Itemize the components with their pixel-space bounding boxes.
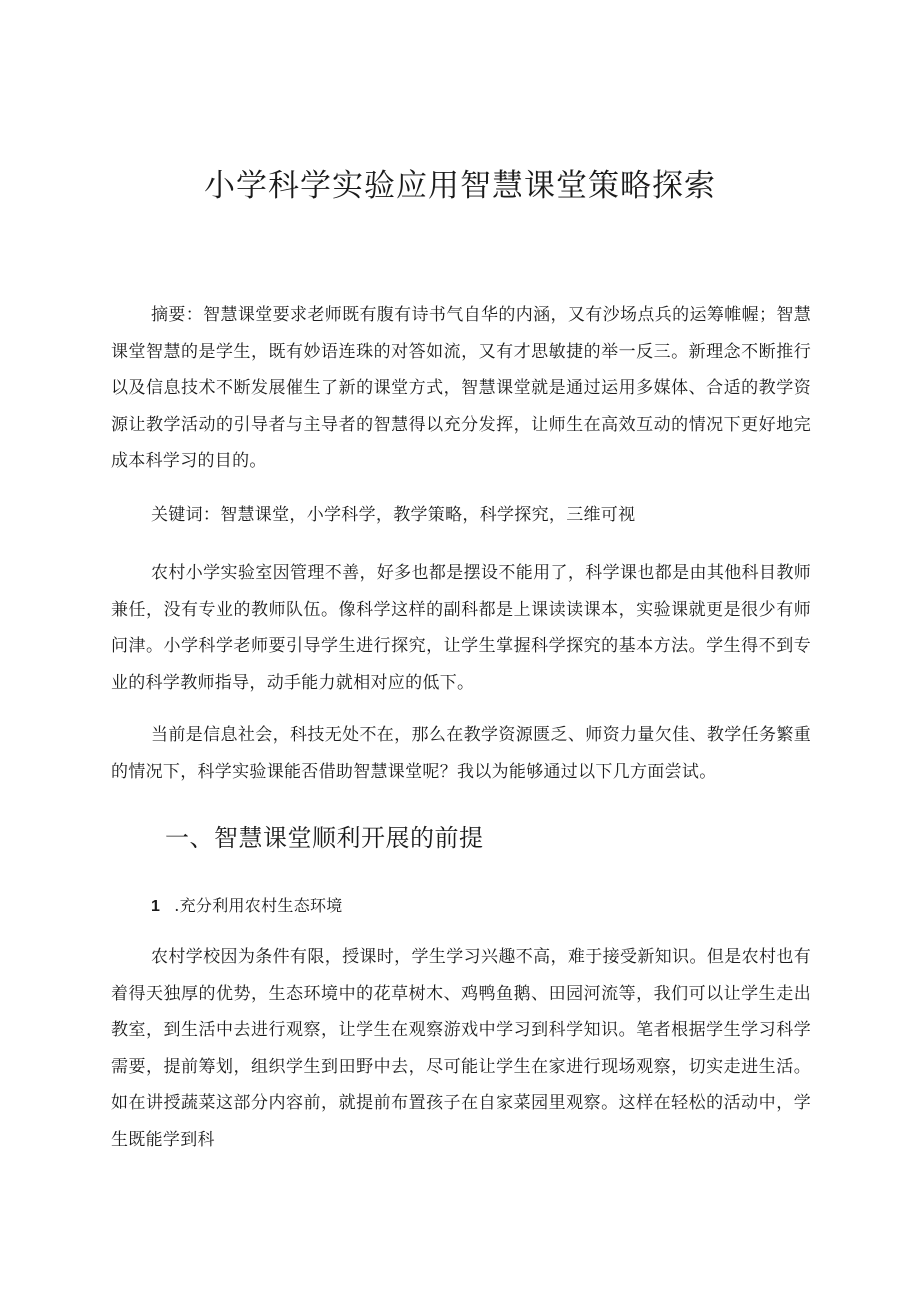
section-heading: 一、智慧课堂顺利开展的前提 <box>165 824 484 852</box>
document-title: 小学科学实验应用智慧课堂策略探索 <box>204 168 716 204</box>
subsection-title: .充分利用农村生态环境 <box>174 896 343 915</box>
body-paragraph: 农村学校因为条件有限，授课时，学生学习兴趣不高，难于接受新知识。但是农村也有着得天独厚的优势，生态环境中的花草树木、鸡鸭鱼鹅、田园河流等，我们可以让学生走出教室，到生活中去进行观察，让学生在观察游戏中学习到科学知识。笔者根据学生学习科学需要，提前筹划，组织学生到田野中去，尽可能让学生在家进行现场观察，切实走进生活。如在讲授蔬菜这部分内容前，就提前布置孩子在自家菜园里观察。这样在轻松的活动中，学生既能学到科 <box>111 947 811 1150</box>
subsection-heading <box>151 893 343 916</box>
body-paragraph: 当前是信息社会，科技无处不在，那么在教学资源匮乏、师资力量欠佳、教学任务繁重的情况下，科学实验课能否借助智慧课堂呢？我以为能够通过以下几方面尝试。 <box>111 725 811 782</box>
subsection-number: 1 <box>151 898 161 915</box>
abstract-paragraph: 摘要：智慧课堂要求老师既有腹有诗书气自华的内涵，又有沙场点兵的运筹帷幄；智慧课堂智慧的是学生，既有妙语连珠的对答如流，又有才思敏捷的举一反三。新理念不断推行以及信息技术不断发展催生了新的课堂方式，智慧课堂就是通过运用多媒体、合适的教学资源让教学活动的引导者与主导者的智慧得以充分发挥，让师生在高效互动的情况下更好地完成本科学习的目的。 <box>111 305 811 471</box>
body-paragraph: 农村小学实验室因管理不善，好多也都是摆设不能用了，科学课也都是由其他科目教师兼任，没有专业的教师队伍。像科学这样的副科都是上课读读课本，实验课就更是很少有师问津。小学科学老师要引导学生进行探究，让学生掌握科学探究的基本方法。学生得不到专业的科学教师指导，动手能力就相对应的低下。 <box>111 563 811 693</box>
keywords-paragraph: 关键词：智慧课堂，小学科学，教学策略，科学探究，三维可视 <box>151 505 636 525</box>
